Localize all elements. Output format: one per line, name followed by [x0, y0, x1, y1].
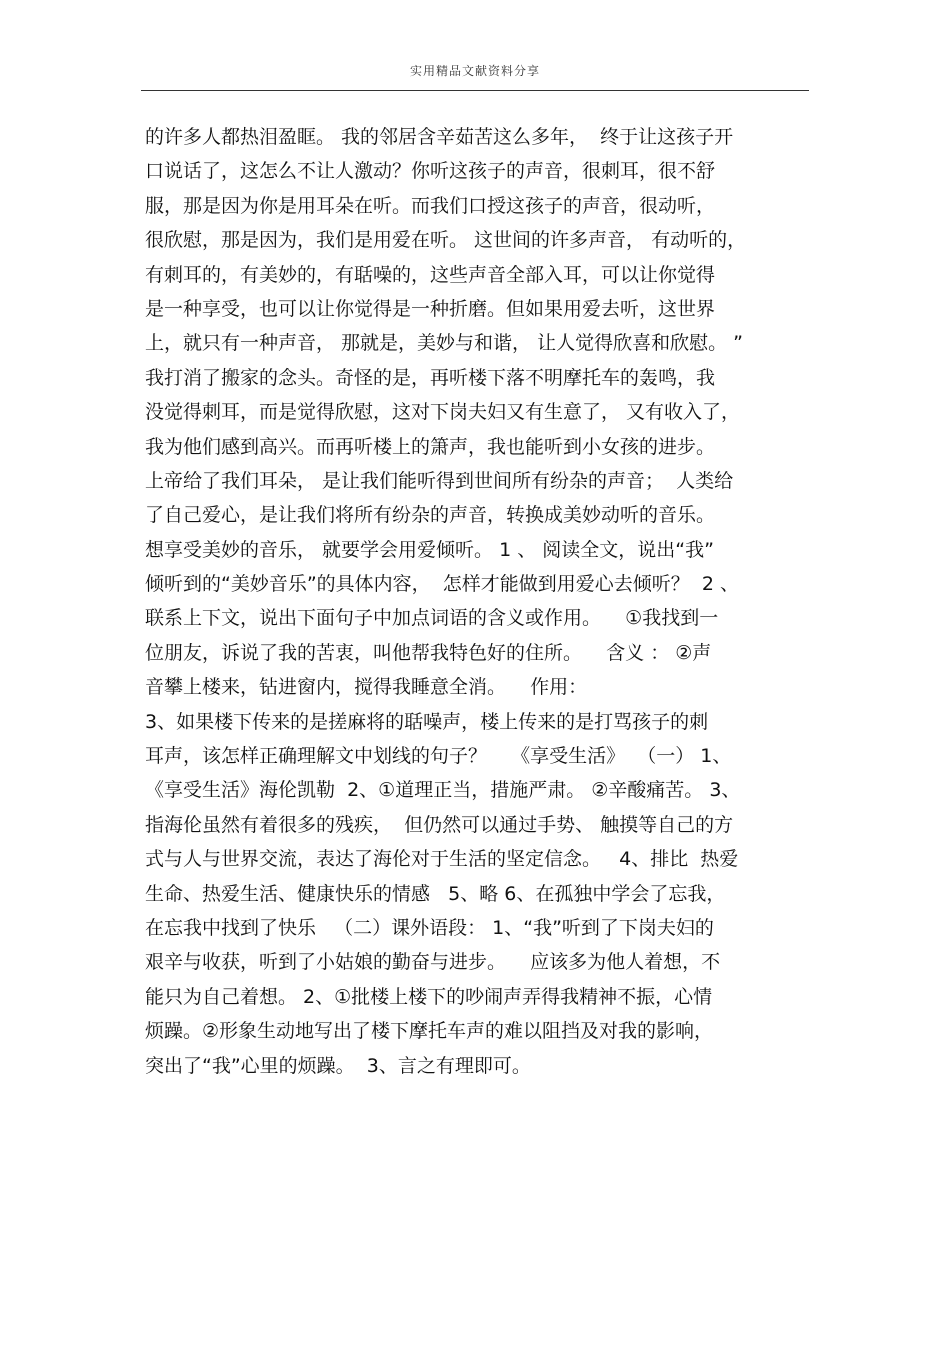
text-line: 式与人与世界交流，表达了海伦对于生活的坚定信念。 4、排比 热爱 — [145, 848, 739, 871]
text-line: 突出了“我”心里的烦躁。 3、言之有理即可。 — [145, 1054, 531, 1077]
text-line: 上帝给了我们耳朵， 是让我们能听得到世间所有纷杂的声音； 人类给 — [145, 469, 734, 492]
text-line: 能只为自己着想。 2、①批楼上楼下的吵闹声弄得我精神不振，心情 — [145, 985, 713, 1008]
text-line: 指海伦虽然有着很多的残疾， 但仍然可以通过手势、 触摸等自己的方 — [145, 813, 734, 836]
text-line: 位朋友，诉说了我的苦衷，叫他帮我特色好的住所。 含义 ： ②声 — [145, 641, 712, 664]
text-line: 是一种享受，也可以让你觉得是一种折磨。但如果用爱去听，这世界 — [145, 297, 716, 320]
text-line: 联系上下文，说出下面句子中加点词语的含义或作用。 ①我找到一 — [145, 607, 719, 630]
text-line: 了自己爱心，是让我们将所有纷杂的声音，转换成美妙动听的音乐。 — [145, 504, 716, 527]
text-line: 在忘我中找到了快乐 （二）课外语段： 1、“我”听到了下岗夫妇的 — [145, 916, 714, 939]
text-line: 很欣慰，那是因为，我们是用爱在听。 这世间的许多声音， 有动听的， — [145, 229, 747, 252]
text-line: 上，就只有一种声音， 那就是，美妙与和谐， 让人觉得欣喜和欣慰。 ” — [145, 332, 743, 355]
text-line: 没觉得刺耳，而是觉得欣慰，这对下岗夫妇又有生意了， 又有收入了， — [145, 401, 741, 424]
text-line: 我为他们感到高兴。而再听楼上的箫声，我也能听到小女孩的进步。 — [145, 435, 716, 458]
text-line: 倾听到的“美妙音乐”的具体内容， 怎样才能做到用爱心去倾听？ 2 、 — [145, 573, 739, 596]
text-line: 口说话了，这怎么不让人激动？你听这孩子的声音，很刺耳，很不舒 — [145, 160, 716, 183]
text-line: 艰辛与收获，听到了小姑娘的勤奋与进步。 应该多为他人着想，不 — [145, 951, 721, 974]
text-line: 有刺耳的，有美妙的，有聒噪的，这些声音全部入耳，可以让你觉得 — [145, 263, 716, 286]
page-header-title: 实用精品文献资料分享 — [409, 64, 540, 78]
text-line: 我打消了搬家的念头。奇怪的是，再听楼下落不明摩托车的轰鸣，我 — [145, 366, 716, 389]
text-line: 烦躁。②形象生动地写出了楼下摩托车声的难以阻挡及对我的影响， — [145, 1020, 714, 1043]
text-line: 音攀上楼来，钻进窗内，搅得我睡意全消。 作用： — [145, 676, 588, 699]
text-line: 《享受生活》海伦凯勒 2、①道理正当，措施严肃。 ②辛酸痛苦。 3、 — [145, 779, 741, 802]
text-line: 想享受美妙的音乐， 就要学会用爱倾听。 1 、 阅读全文，说出“我” — [145, 538, 714, 561]
text-line: 3、如果楼下传来的是搓麻将的聒噪声，楼上传来的是打骂孩子的刺 — [145, 710, 709, 733]
document-body — [145, 120, 815, 1083]
header-divider — [141, 90, 809, 91]
text-line: 服，那是因为你是用耳朵在听。而我们口授这孩子的声音，很动听， — [145, 194, 716, 217]
text-line: 生命、热爱生活、健康快乐的情感 5、略 6、在孤独中学会了忘我， — [145, 882, 726, 905]
text-line: 耳声，该怎样正确理解文中划线的句子？ 《享受生活》 （一） 1、 — [145, 745, 732, 768]
text-line: 的许多人都热泪盈眶。 我的邻居含辛茹苦这么多年， 终于让这孩子开 — [145, 126, 734, 148]
